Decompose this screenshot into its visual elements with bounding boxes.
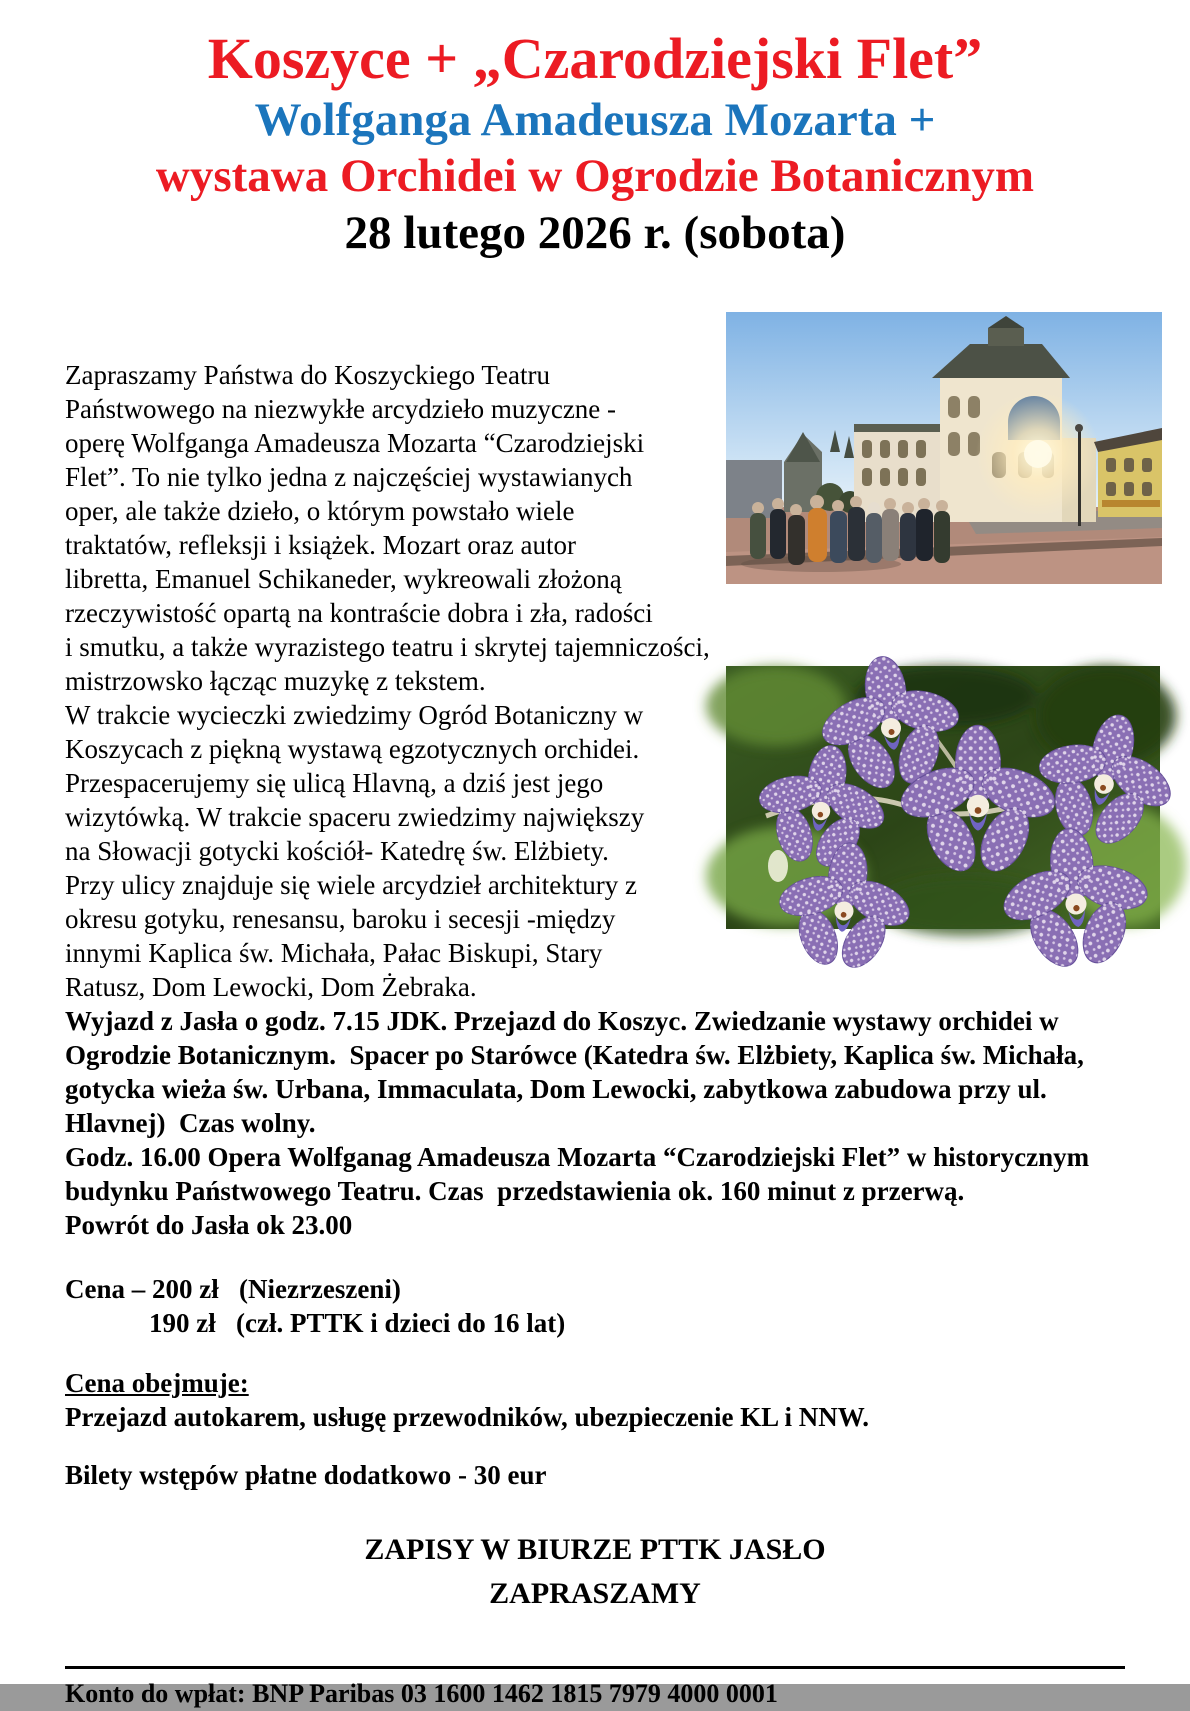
event-date: 28 lutego 2026 r. (sobota) <box>344 207 846 259</box>
intro-paragraph: Zapraszamy Państwa do Koszyckiego Teatru Państwowego na niezwykłe arcydzieło muzyczne -operę Wolfganga Amadeusza Mozarta “Czarodziejski Flet”. To nie tylko jedna z najczęściej wystawianych oper, ale także dzieło, o którym powstało wiele traktatów, refleksji i książek. Mozart oraz autor libretta, Emanuel Schikaneder, wykreowali złożoną rzeczywistość opartą na kontraście dobra i zła, radości i smutku, a także wyrazistego teatru i skrytej tajemniczości, <box>65 360 710 662</box>
bank-account-line: Konto do wpłat: BNP Paribas 03 1600 1462 1815 7979 4000 0001 <box>65 1679 778 1708</box>
schedule-section <box>65 1004 1125 1242</box>
pricing-section <box>65 1272 1125 1492</box>
title-line-3: wystawa Orchidei w Ogrodzie Botanicznym <box>155 150 1035 202</box>
price-includes-text: Przejazd autokarem, usługę przewodników, ubezpieczenie KL i NNW. <box>65 1402 869 1432</box>
flyer-footer <box>65 1666 1125 1711</box>
theater-square-photo <box>726 312 1162 584</box>
tickets-extra-note: Bilety wstępów płatne dodatkowo - 30 eur <box>65 1460 547 1490</box>
orchid-exhibition-photo <box>726 666 1160 929</box>
flyer-header <box>65 26 1125 262</box>
title-line-2: Wolfganga Amadeusza Mozarta + <box>254 94 936 146</box>
divider-line <box>65 1666 1125 1669</box>
price-standard: Cena – 200 zł (Niezrzeszeni) <box>65 1274 401 1304</box>
signup-section <box>65 1528 1125 1616</box>
schedule-departure: Wyjazd z Jasła o godz. 7.15 JDK. Przejazd do Koszyc. Zwiedzanie wystawy orchidei w Ogrodzie Botanicznym. Spacer po Starówce (Katedra św. Elżbiety, Kaplica św. Michała, gotycka wieża św. Urbana, Immaculata, Dom Lewocki, zabytkowa zabudowa przy ul. Hlavnej) Czas wolny. <box>65 1006 1091 1138</box>
welcome-line: ZAPRASZAMY <box>489 1577 701 1610</box>
schedule-opera: Godz. 16.00 Opera Wolfganag Amadeusza Mozarta “Czarodziejski Flet” w historycznym budynku Państwowego Teatru. Czas przedstawienia ok. 160 minut z przerwą. <box>65 1142 1096 1206</box>
schedule-return: Powrót do Jasła ok 23.00 <box>65 1210 353 1240</box>
intro-paragraph-end: mistrzowsko łącząc muzykę z tekstem. <box>65 666 486 696</box>
price-member: 190 zł (czł. PTTK i dzieci do 16 lat) <box>149 1308 566 1338</box>
title-line-1: Koszyce + „Czarodziejski Flet” <box>207 26 983 91</box>
price-includes-heading: Cena obejmuje: <box>65 1368 249 1398</box>
tour-paragraph: W trakcie wycieczki zwiedzimy Ogród Botaniczny w Koszycach z piękną wystawą egzotycznych orchidei. Przespacerujemy się ulicą Hlavną, a dziś jest jego wizytówką. W trakcie spaceru zwiedzimy największy na Słowacji gotycki kościół- Katedrę św. Elżbiety. Przy ulicy znajduje się wiele arcydzieł architektury z okresu gotyku, renesansu, baroku i secesji -między innymi Kaplica św. Michała, Pałac Biskupi, Stary Ratusz, Dom Lewocki, Dom Żebraka. <box>65 700 652 1002</box>
signup-line: ZAPISY W BIURZE PTTK JASŁO <box>364 1533 826 1566</box>
body-section <box>65 262 1125 1004</box>
